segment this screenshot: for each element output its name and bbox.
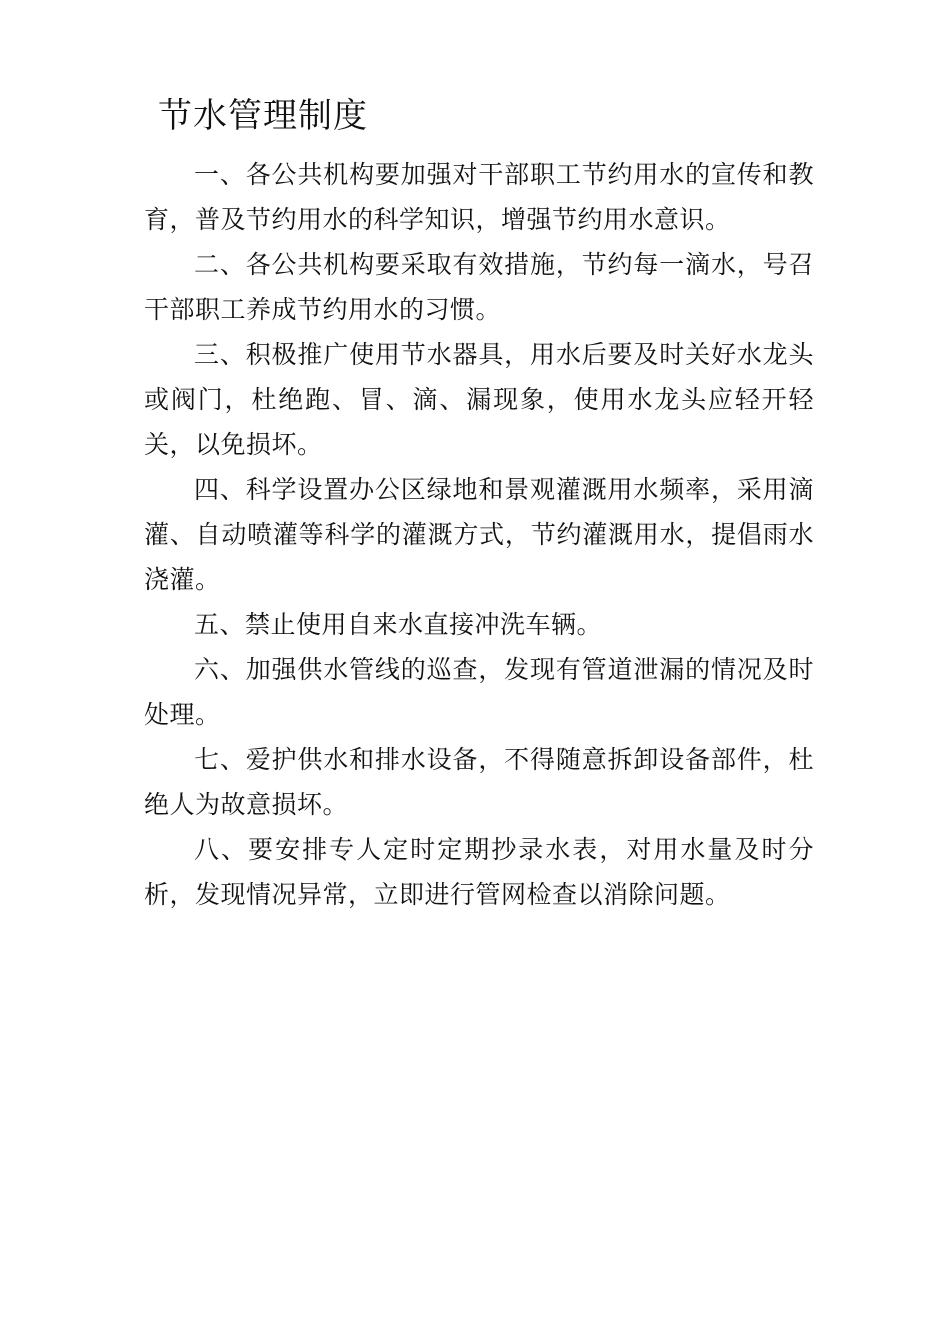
- paragraph-6: 六、加强供水管线的巡查，发现有管道泄漏的情况及时处理。: [144, 655, 814, 729]
- paragraph-8: 八、要安排专人定时定期抄录水表，对用水量及时分析，发现情况异常，立即进行管网检查以消除问题。: [144, 835, 814, 909]
- paragraph-4: 四、科学设置办公区绿地和景观灌溉用水频率，采用滴灌、自动喷灌等科学的灌溉方式，节约灌溉用水，提倡雨水浇灌。: [144, 475, 814, 594]
- document-title: 节水管理制度: [158, 96, 368, 136]
- document-body: [144, 152, 814, 917]
- paragraph-7: 七、爱护供水和排水设备，不得随意拆卸设备部件，杜绝人为故意损坏。: [144, 745, 814, 819]
- paragraph-1: 一、各公共机构要加强对干部职工节约用水的宣传和教育，普及节约用水的科学知识，增强节约用水意识。: [144, 160, 814, 234]
- paragraph-5: 五、禁止使用自来水直接冲洗车辆。: [194, 610, 603, 639]
- paragraph-3: 三、积极推广使用节水器具，用水后要及时关好水龙头或阀门，杜绝跑、冒、滴、漏现象，使用水龙头应轻开轻关，以免损坏。: [144, 340, 814, 459]
- paragraph-2: 二、各公共机构要采取有效措施，节约每一滴水，号召干部职工养成节约用水的习惯。: [144, 250, 814, 324]
